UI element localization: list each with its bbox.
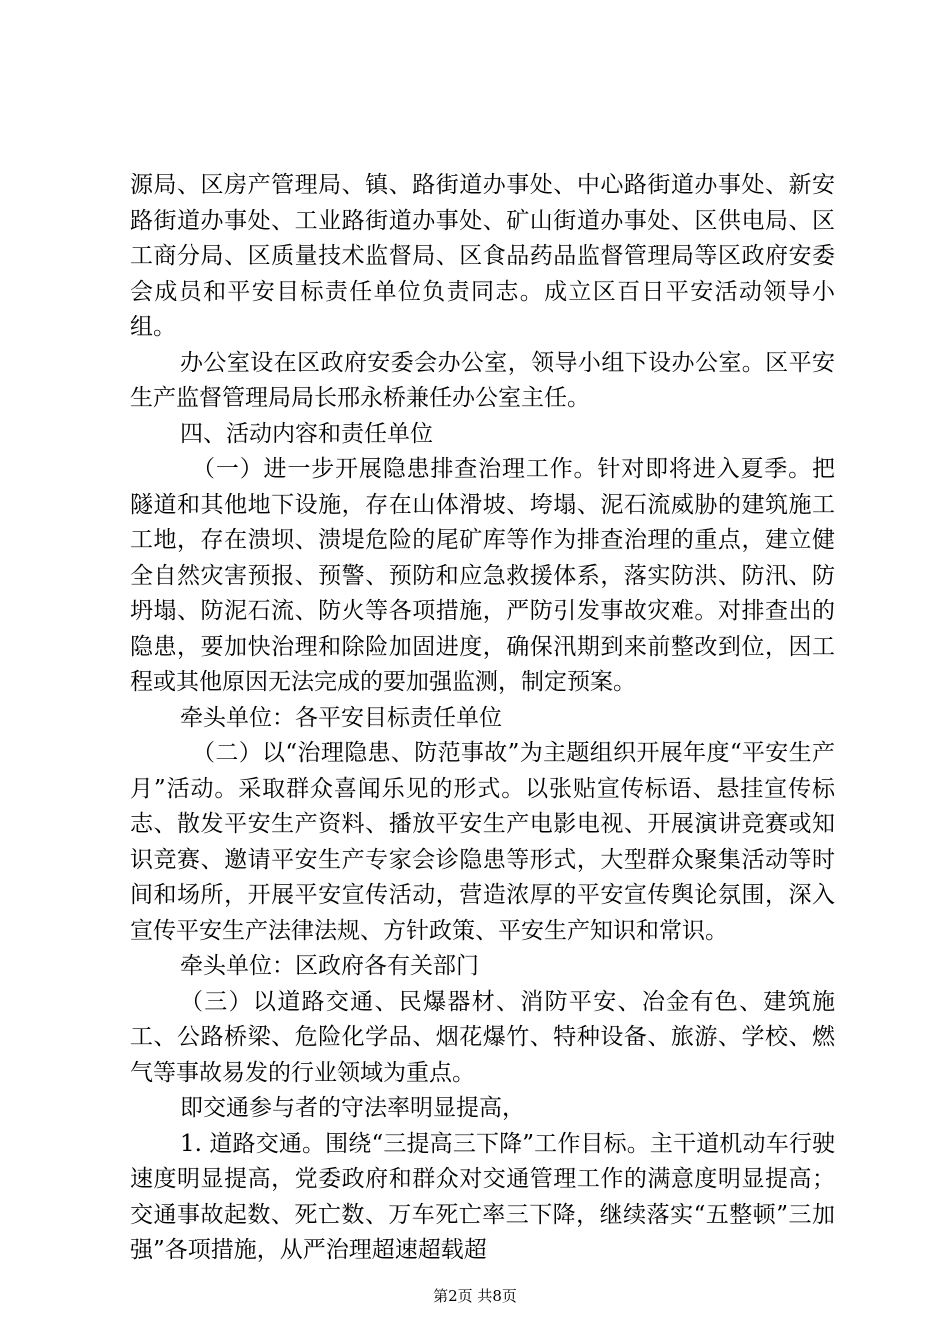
paragraph-note: 即交通参与者的守法率明显提高， (180, 1095, 525, 1121)
paragraph-item-1: （一）进一步开展隐患排查治理工作。针对即将进入夏季。把隧道和其他地下设施，存在山体滑坡、垮塌、泥石流威胁的建筑施工工地，存在溃坝、溃堤危险的尾矿库等作为排查治理的重点，建立健全自然灾害预报、预警、预防和应急救援体系，落实防洪、防汛、防坍塌、防泥石流、防火等各项措施，严防引发事故灾难。对排查出的隐患，要加快治理和除险加固进度，确保汛期到来前整改到位，因工程或其他原因无法完成的要加强监测，制定预案。 (130, 456, 835, 695)
paragraph-2: 办公室设在区政府安委会办公室，领导小组下设办公室。区平安生产监督管理局局长邢永桥兼任办公室主任。 (130, 349, 835, 411)
document-body (130, 168, 835, 1269)
section-heading: 四、活动内容和责任单位 (180, 420, 433, 447)
paragraph-item-2: （二）以“治理隐患、防范事故”为主题组织开展年度“平安生产月”活动。采取群众喜闻乐见的形式。以张贴宣传标语、悬挂宣传标志、散发平安生产资料、播放平安生产电影电视、开展演讲竞赛或知识竞赛、邀请平安生产专家会诊隐患等形式，大型群众聚集活动等时间和场所，开展平安宣传活动，营造浓厚的平安宣传舆论氛围，深入宣传平安生产法律法规、方针政策、平安生产知识和常识。 (130, 740, 835, 944)
paragraph-item-3: （三）以道路交通、民爆器材、消防平安、冶金有色、建筑施工、公路桥梁、危险化学品、烟花爆竹、特种设备、旅游、学校、燃气等事故易发的行业领域为重点。 (130, 988, 835, 1086)
lead-unit-2: 牵头单位：区政府各有关部门 (180, 953, 479, 979)
lead-unit-1: 牵头单位：各平安目标责任单位 (180, 704, 502, 731)
paragraph-1: 源局、区房产管理局、镇、路街道办事处、中心路街道办事处、新安路街道办事处、工业路街道办事处、矿山街道办事处、区供电局、区工商分局、区质量技术监督局、区食品药品监督管理局等区政府安委会成员和平安目标责任单位负责同志。成立区百日平安活动领导小组。 (130, 172, 835, 340)
paragraph-road-traffic: 1. 道路交通。围绕“三提高三下降”工作目标。主干道机动车行驶速度明显提高，党委政府和群众对交通管理工作的满意度明显提高；交通事故起数、死亡数、万车死亡率三下降，继续落实“五整顿”三加强”各项措施，从严治理超速超载超 (130, 1130, 835, 1263)
page-footer: 第2页 共8页 (433, 1287, 517, 1305)
